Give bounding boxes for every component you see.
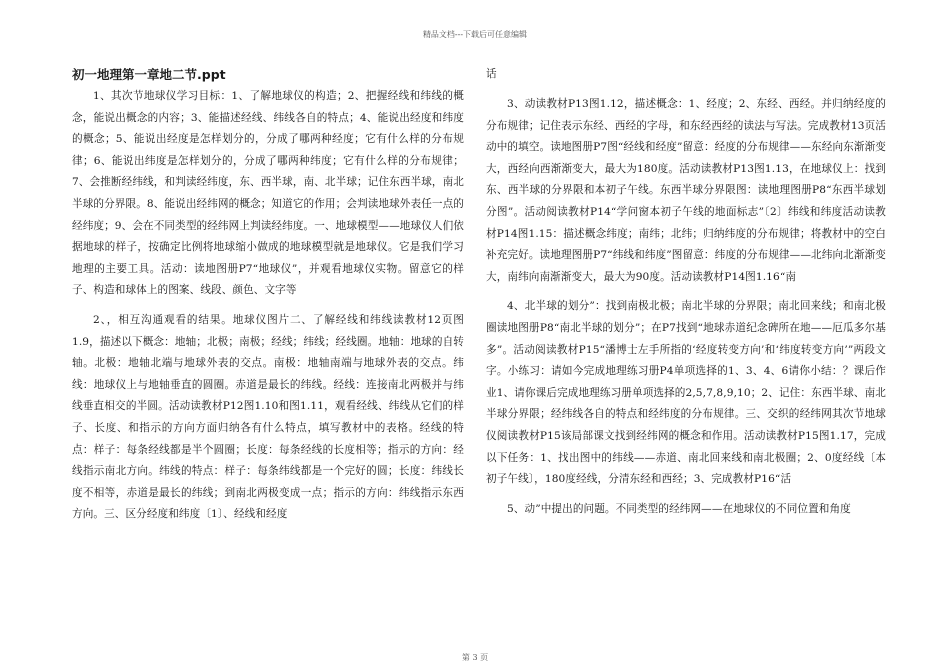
paragraph-3: 3、动读教材P13图1.12，描述概念：1、经度；2、东经、西经。并归纳经度的分布规律；记住表示东经、西经的字母，和东经西经的读法与写法。完成教材13页活动中的填空。读地图册P7图“经线和经度”留意：经度的分布规律——东经向东渐渐变大，西经向西渐渐变大，最大为180度。活动读教材P13图1.13，在地球仪上：找到东、西半球的分界限和本初子午线。东西半球分界限图：读地理图册P8“东西半球划分图”。活动阅读教材P14“学问窗本初子午线的地面标志”〔2〕纬线和纬度活动读教材P14图1.15：描述概念纬度；南纬；北纬；归纳纬度的分布规律；将教材中的空白补充完好。读地理图册P7“纬线和纬度”图留意：纬度的分布规律——北纬向北渐渐变大，南纬向南渐渐变大，最大为90度。活动读教材P14图1.16“南	[486, 98, 886, 283]
right-column	[486, 63, 886, 520]
page-header: 精品文档---下载后可任意编辑	[422, 30, 528, 39]
paragraph-2: 2、，相互沟通观看的结果。地球仪图片二、了解经线和纬线读教材12页图1.9，描述以下概念：地轴；北极；南极；经线；纬线；经线圈。地轴：地球的自转轴。北极：地轴北端与地球外表的交点。南极：地轴南端与地球外表的交点。纬线：地球仪上与地轴垂直的圆圈。赤道是最长的纬线。经线：连接南北两极并与纬线垂直相交的半圆。活动读教材P12图1.10和图1.11，观看经线、纬线从它们的样子、长度、和指示的方向方面归纳各有什么特点，填写教材中的表格。经线的特点：样子：每条经线都是半个圆圈；长度：每条经线的长度相等；指示的方向：经线指示南北方向。纬线的特点：样子：每条纬线都是一个完好的圆；长度：纬线长度不相等，赤道是最长的纬线；到南北两极变成一点；指示的方向：纬线指示东西方向。三、区分经度和纬度〔1〕、经线和经度	[72, 313, 464, 521]
document-title: 初一地理第一章地二节.ppt	[72, 67, 226, 82]
paragraph-1: 1、其次节地球仪学习目标：1、了解地球仪的构造；2、把握经线和纬线的概念，能说出概念的内容；3、能描述经线、纬线各自的特点；4、能说出经度和纬度的概念；5、能说出经度是怎样划分的，分成了哪两种经度；它有什么样的分布规律；6、能说出纬度是怎样划分的，分成了哪两种纬度；它有什么样的分布规律；7、会推断经纬线，和判读经纬度，东、西半球，南、北半球；记住东西半球，南北半球的分界限。8、能说出经纬网的概念；知道它的作用；会判读地球外表任一点的经纬度；9、会在不同类型的经纬网上判读经纬度。一、地球模型——地球仪人们依据地球的样子，按确定比例将地球缩小做成的地球模型就是地球仪。它是我们学习地理的主要工具。活动：读地图册P7“地球仪”，并观看地球仪实物。留意它的样子、构造和球体上的图案、线段、颜色、文字等	[72, 90, 464, 297]
paragraph-continuation: 话	[486, 68, 497, 80]
paragraph-4: 4、北半球的划分”：找到南极北极；南北半球的分界限；南北回来线；和南北极圈读地图册P8“南北半球的划分”；在P7找到“地球赤道纪念碑所在地——厄瓜多尔基多”。活动阅读教材P15“潘博士左手所指的‘经度转变方向’和‘纬度转变方向’”两段文字。小练习：请如今完成地理练习册P4单项选择的1、3、4、6请你小结：？课后作业1、请你课后完成地理练习册单项选择的2,5,7,8,9,10；2、记住：东西半球、南北半球分界限；经纬线各自的特点和经纬度的分布规律。三、交织的经纬网其次节地球仪阅读教材P15该局部课文找到经纬网的概念和作用。活动读教材P15图1.17，完成以下任务：1、找出图中的纬线——赤道、南北回来线和南北极圈；2、0度经线〔本初子午线〕，180度经线，分清东经和西经；3、完成教材P16“活	[486, 300, 886, 486]
left-column	[72, 63, 464, 526]
paragraph-5: 5、动”中提出的问题。不同类型的经纬网——在地球仪的不同位置和角度	[507, 502, 851, 515]
page-footer: 第 3 页	[461, 653, 489, 662]
